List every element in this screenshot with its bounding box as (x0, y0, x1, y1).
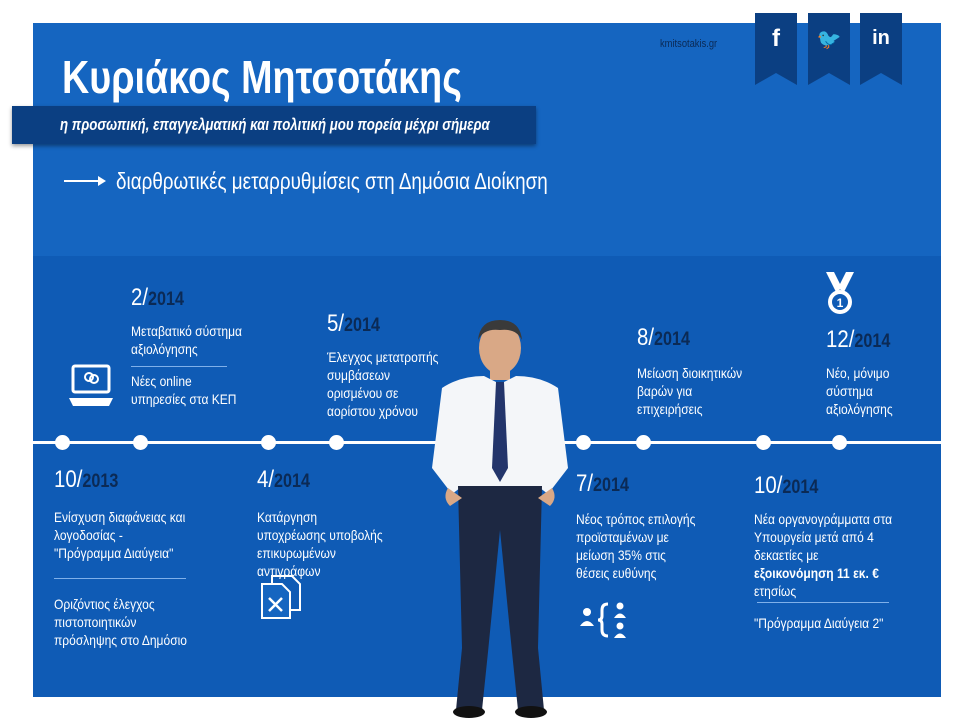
event-date: 8/2014 (637, 324, 690, 351)
facebook-button[interactable] (755, 13, 797, 73)
timeline-dot-2014-02 (133, 435, 148, 450)
linkedin-button[interactable] (860, 13, 902, 73)
event-description: Νέος τρόπος επιλογής προϊσταμένων με μείωση 35% στις θέσεις ευθύνης (576, 511, 696, 581)
subtitle-banner (12, 106, 536, 144)
divider (757, 602, 889, 603)
timeline-dot-2014-07 (576, 435, 591, 450)
event-description: Νέες online υπηρεσίες στα ΚΕΠ (131, 373, 237, 407)
event-description: Ενίσχυση διαφάνειας και λογοδοσίας - "Πρόγραμμα Διαύγεια" (54, 509, 186, 561)
people-selection-icon (578, 600, 630, 640)
linkedin-icon: in (872, 27, 890, 49)
svg-text:1: 1 (836, 296, 844, 310)
event-description: Μείωση διοικητικών βαρών για επιχειρήσεις (637, 365, 743, 417)
event-description: Οριζόντιος έλεγχος πιστοποιητικών πρόσληψης στο Δημόσιο (54, 596, 188, 648)
computer-icon (67, 364, 115, 410)
event-description: Έλεγχος μετατροπής συμβάσεων ορισμένου σε αορίστου χρόνου (327, 349, 439, 419)
section-title: διαρθρωτικές μεταρρυθμίσεις στη Δημόσια Διοίκηση (116, 168, 548, 194)
event-date: 4/2014 (257, 466, 310, 493)
timeline-dot-2014-05 (329, 435, 344, 450)
documents-cancel-icon (260, 574, 302, 620)
event-description: Μεταβατικό σύστημα αξιολόγησης (131, 323, 242, 357)
timeline-dot-2014-08 (636, 435, 651, 450)
medal-icon (820, 270, 860, 316)
timeline-dot-2014-04 (261, 435, 276, 450)
arrow-right-icon (64, 180, 104, 182)
divider (131, 366, 227, 367)
event-date: 10/2014 (754, 472, 819, 499)
event-date: 7/2014 (576, 470, 629, 497)
site-link[interactable]: kmitsotakis.gr (660, 38, 718, 50)
divider (54, 578, 186, 579)
subtitle-text: η προσωπική, επαγγελματική και πολιτική μου πορεία μέχρι σήμερα (60, 115, 490, 134)
event-date: 10/2013 (54, 466, 119, 493)
timeline-dot-2014-12 (832, 435, 847, 450)
event-date: 2/2014 (131, 284, 184, 311)
twitter-button[interactable] (808, 13, 850, 73)
timeline-dot-2014-10 (756, 435, 771, 450)
twitter-icon: 🐦 (816, 29, 842, 51)
event-description: Νέα οργανογράμματα στα Υπουργεία μετά από 4 δεκαετίες με εξοικονόμηση 11 εκ. € ετησίως (754, 511, 893, 599)
person-photo (420, 318, 578, 720)
event-description: Κατάργηση υποχρέωσης υποβολής επικυρωμένων αντιγράφων (257, 509, 383, 579)
facebook-icon: f (772, 25, 780, 52)
event-date: 5/2014 (327, 310, 380, 337)
timeline-dot-2013-10 (55, 435, 70, 450)
event-description: Νέο, μόνιμο σύστημα αξιολόγησης (826, 365, 893, 417)
event-description: "Πρόγραμμα Διαύγεια 2" (754, 615, 884, 631)
page-title: Κυριάκος Μητσοτάκης (62, 51, 462, 103)
event-date: 12/2014 (826, 326, 891, 353)
